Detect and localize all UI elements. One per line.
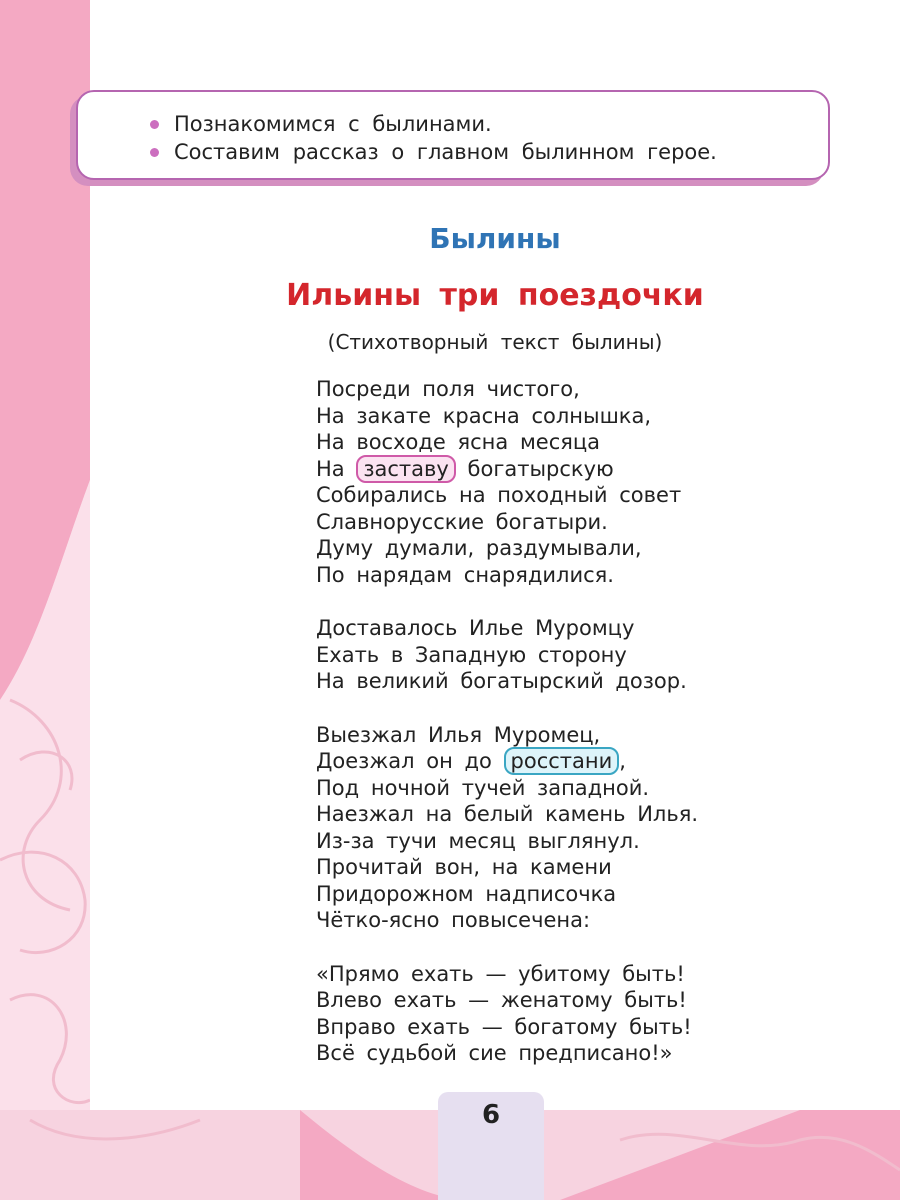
poem-line: На великий богатырский дозор. — [316, 669, 687, 693]
poem-line: Думу думали, раздумывали, — [316, 536, 642, 560]
poem-line: Славнорусские богатыри. — [316, 509, 608, 534]
bullet-icon — [150, 120, 159, 129]
poem-line: Выезжал Илья Муромец, — [316, 722, 601, 747]
poem-line: Посреди поля чистого, — [316, 377, 580, 401]
goal-item — [174, 138, 717, 166]
poem-line: По нарядам снарядилися. — [316, 562, 614, 587]
highlighted-word: заставу — [356, 455, 456, 483]
poem-line: Собирались на походный совет — [316, 483, 682, 507]
line-text: богатырскую — [455, 456, 614, 481]
poem-subtitle: (Стихотворный текст былины) — [327, 330, 663, 354]
line-text: Доезжал он до — [316, 749, 504, 773]
goal-text: Составим рассказ о главном былинном герое. — [174, 140, 717, 164]
lesson-goals-list — [174, 110, 717, 166]
poem-line: Чётко-ясно повысечена: — [316, 908, 591, 932]
poem-line: На закате красна солнышка, — [316, 403, 652, 428]
highlighted-word: росстани — [504, 747, 620, 775]
lesson-goals-box — [76, 90, 830, 180]
bullet-icon — [150, 148, 159, 157]
poem-line: Всё судьбой сие предписано!» — [316, 1041, 673, 1065]
poem-stanza — [316, 961, 698, 1067]
poem-line: Наезжал на белый камень Илья. — [316, 802, 699, 826]
poem-line: Из-за тучи месяц выглянул. — [316, 828, 640, 853]
page-number: 6 — [481, 1100, 501, 1130]
poem-line: Влево ехать — женатому быть! — [316, 988, 687, 1012]
poem-line: Под ночной тучей западной. — [316, 775, 650, 800]
poem-stanza — [316, 615, 698, 695]
poem-line: Вправо ехать — богатому быть! — [316, 1014, 692, 1039]
poem-line: Прочитай вон, на камени — [316, 855, 612, 879]
line-text: , — [619, 749, 626, 773]
poem-line: Ехать в Западную сторону — [316, 642, 627, 667]
poem-stanza — [316, 722, 698, 934]
poem-line: Придорожном надписочка — [316, 881, 617, 906]
poem-line: На восходе ясна месяца — [316, 430, 601, 454]
goal-text: Познакомимся с былинами. — [174, 112, 492, 136]
poem-line — [316, 748, 698, 775]
goal-item — [174, 110, 717, 138]
line-text: На — [316, 456, 357, 481]
poem-line — [316, 456, 698, 483]
poem-title: Ильины три поездочки — [286, 278, 704, 313]
poem-line: «Прямо ехать — убитому быть! — [316, 961, 685, 986]
section-title: Былины — [429, 222, 561, 255]
poem-line: Доставалось Илье Муромцу — [316, 616, 635, 640]
poem-text — [316, 376, 698, 1094]
poem-stanza — [316, 376, 698, 588]
